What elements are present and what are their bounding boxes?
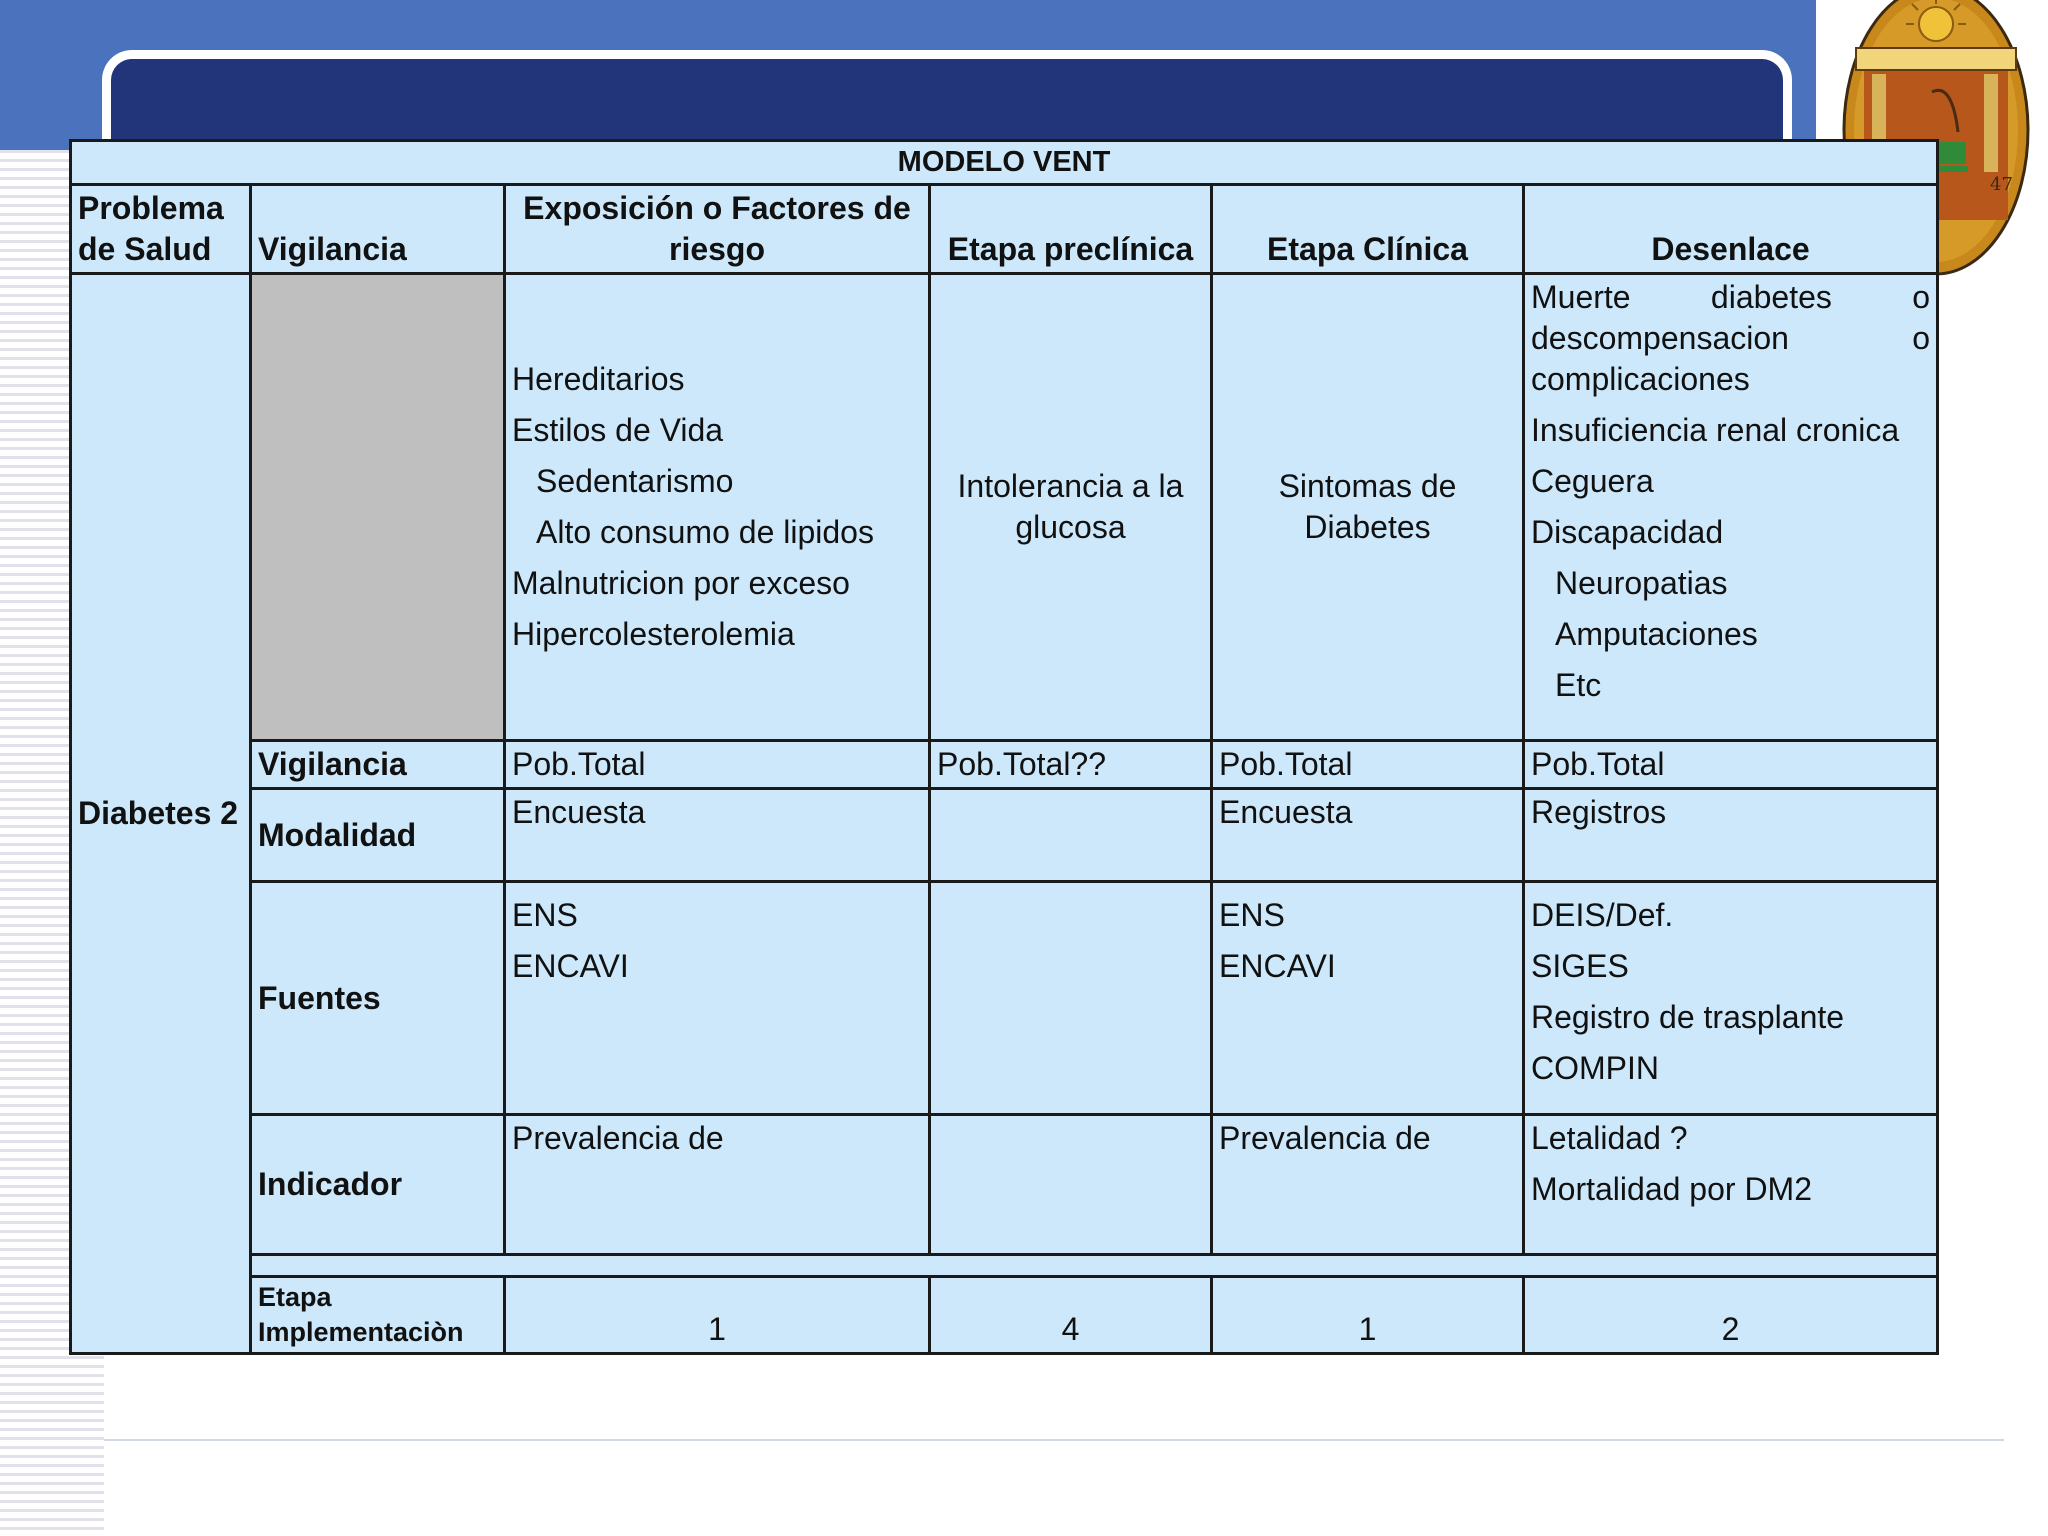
indicador-preclinica (930, 1115, 1212, 1255)
exposicion-item: Hipercolesterolemia (512, 615, 795, 652)
desenlace-item: Discapacidad (1531, 513, 1724, 550)
header-vigilancia: Vigilancia (251, 185, 505, 274)
exposicion-item: Estilos de Vida (512, 412, 724, 449)
vigilancia-clinica: Pob.Total (1212, 741, 1524, 789)
desenlace-item: Muerte diabetes o descompensacion o complicaciones (1531, 279, 1931, 398)
table-title: MODELO VENT (71, 141, 1938, 185)
header-preclinica: Etapa preclínica (930, 185, 1212, 274)
svg-text:47: 47 (1990, 174, 2013, 195)
footer-divider (104, 1439, 2004, 1441)
header-desenlace: Desenlace (1524, 185, 1938, 274)
row-label-vigilancia: Vigilancia (251, 741, 505, 789)
vigilancia-desenlace: Pob.Total (1524, 741, 1938, 789)
vigilancia-exposicion: Pob.Total (505, 741, 930, 789)
fuentes-item: COMPIN (1531, 1049, 1659, 1086)
preclinica-cell: Intolerancia a la glucosa (930, 274, 1212, 741)
implementacion-desenlace: 2 (1524, 1277, 1938, 1354)
fuentes-item: ENS (512, 897, 578, 934)
gray-cell (251, 274, 505, 741)
row-label-modalidad: Modalidad (251, 789, 505, 882)
exposicion-item: Hereditarios (512, 361, 685, 398)
exposicion-item: Malnutricion por exceso (512, 564, 850, 601)
fuentes-item: SIGES (1531, 948, 1629, 985)
modalidad-desenlace: Registros (1524, 789, 1938, 882)
header-exposicion: Exposición o Factores de riesgo (505, 185, 930, 274)
desenlace-item: Insuficiencia renal cronica (1531, 411, 1900, 448)
indicador-desenlace (1524, 1115, 1938, 1255)
row-label-implementacion: Etapa Implementaciòn (251, 1277, 505, 1354)
header-problema: Problema de Salud (71, 185, 251, 274)
desenlace-item: Ceguera (1531, 462, 1654, 499)
fuentes-exposicion (505, 882, 930, 1115)
exposicion-item: Alto consumo de lipidos (536, 513, 874, 550)
implementacion-exposicion: 1 (505, 1277, 930, 1354)
desenlace-item: Amputaciones (1555, 615, 1758, 652)
modelo-vent-table (69, 139, 1939, 1355)
modalidad-clinica: Encuesta (1212, 789, 1524, 882)
fuentes-item: ENCAVI (512, 948, 629, 985)
indicador-exposicion: Prevalencia de (505, 1115, 930, 1255)
desenlace-cell (1524, 274, 1938, 741)
problema-value: Diabetes 2 (71, 274, 251, 1354)
desenlace-item: Etc (1555, 666, 1602, 703)
indicador-item: Mortalidad por DM2 (1531, 1171, 1812, 1208)
fuentes-item: DEIS/Def. (1531, 897, 1674, 934)
modalidad-exposicion: Encuesta (505, 789, 930, 882)
header-clinica: Etapa Clínica (1212, 185, 1524, 274)
fuentes-item: Registro de trasplante (1531, 998, 1845, 1035)
row-label-fuentes: Fuentes (251, 882, 505, 1115)
modalidad-preclinica (930, 789, 1212, 882)
desenlace-item: Neuropatias (1555, 564, 1728, 601)
separator-row (251, 1255, 1938, 1277)
fuentes-item: ENCAVI (1219, 948, 1336, 985)
indicador-clinica: Prevalencia de (1212, 1115, 1524, 1255)
exposicion-cell (505, 274, 930, 741)
exposicion-item: Sedentarismo (536, 463, 734, 500)
fuentes-item: ENS (1219, 897, 1285, 934)
clinica-cell: Sintomas de Diabetes (1212, 274, 1524, 741)
vigilancia-preclinica: Pob.Total?? (930, 741, 1212, 789)
implementacion-preclinica: 4 (930, 1277, 1212, 1354)
fuentes-desenlace (1524, 882, 1938, 1115)
fuentes-clinica (1212, 882, 1524, 1115)
fuentes-preclinica (930, 882, 1212, 1115)
row-label-indicador: Indicador (251, 1115, 505, 1255)
implementacion-clinica: 1 (1212, 1277, 1524, 1354)
indicador-item: Letalidad ? (1531, 1120, 1688, 1157)
